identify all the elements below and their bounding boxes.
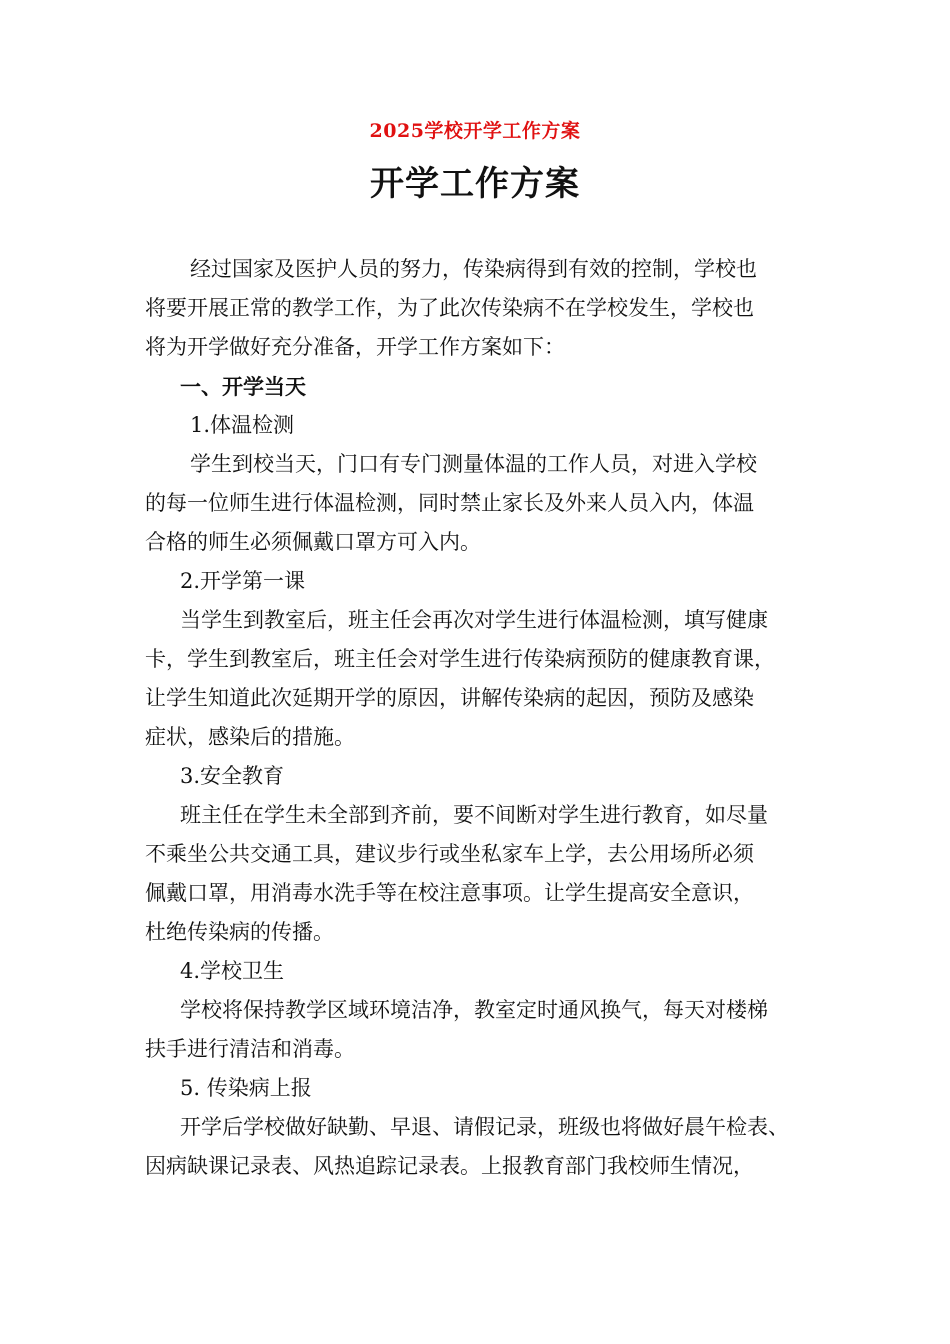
paragraph-line: 开学后学校做好缺勤、早退、请假记录，班级也将做好晨午检表、 [180, 1115, 789, 1139]
paragraph-line: 扶手进行清洁和消毒。 [145, 1037, 355, 1061]
item-heading: 3.安全教育 [180, 764, 285, 788]
intro-line: 将为开学做好充分准备，开学工作方案如下： [145, 335, 565, 359]
item-heading: 5. 传染病上报 [180, 1076, 312, 1100]
item-heading: 4.学校卫生 [180, 959, 285, 983]
paragraph-line: 学生到校当天，门口有专门测量体温的工作人员，对进入学校 [190, 452, 757, 476]
item-heading: 1.体温检测 [190, 413, 295, 437]
paragraph-line: 卡，学生到教室后，班主任会对学生进行传染病预防的健康教育课， [145, 647, 775, 671]
intro-paragraph [145, 250, 820, 367]
item-paragraph [145, 796, 820, 952]
item-paragraph [145, 601, 820, 757]
paragraph-line: 合格的师生必须佩戴口罩方可入内。 [145, 530, 481, 554]
document-body [145, 250, 820, 1186]
paragraph-line: 学校将保持教学区域环境洁净，教室定时通风换气，每天对楼梯 [180, 998, 768, 1022]
item-paragraph [145, 1108, 820, 1186]
paragraph-line: 佩戴口罩，用消毒水洗手等在校注意事项。让学生提高安全意识， [145, 881, 754, 905]
paragraph-line: 当学生到教室后，班主任会再次对学生进行体温检测，填写健康 [180, 608, 768, 632]
page-title: 开学工作方案 [370, 164, 580, 204]
paragraph-line: 杜绝传染病的传播。 [145, 920, 334, 944]
paragraph-line: 因病缺课记录表、风热追踪记录表。上报教育部门我校师生情况， [145, 1154, 754, 1178]
paragraph-line: 症状，感染后的措施。 [145, 725, 355, 749]
item-paragraph [145, 991, 820, 1069]
paragraph-line: 的每一位师生进行体温检测，同时禁止家长及外来人员入内，体温 [145, 491, 754, 515]
paragraph-line: 班主任在学生未全部到齐前，要不间断对学生进行教育，如尽量 [180, 803, 768, 827]
item-heading: 2.开学第一课 [180, 569, 306, 593]
item-paragraph [145, 445, 820, 562]
paragraph-line: 不乘坐公共交通工具，建议步行或坐私家车上学，去公用场所必须 [145, 842, 754, 866]
paragraph-line: 让学生知道此次延期开学的原因，讲解传染病的起因，预防及感染 [145, 686, 754, 710]
intro-line: 经过国家及医护人员的努力，传染病得到有效的控制，学校也 [190, 257, 757, 281]
header-title: 2025学校开学工作方案 [369, 120, 581, 142]
intro-line: 将要开展正常的教学工作，为了此次传染病不在学校发生，学校也 [145, 296, 754, 320]
section-heading: 一、开学当天 [180, 374, 306, 399]
